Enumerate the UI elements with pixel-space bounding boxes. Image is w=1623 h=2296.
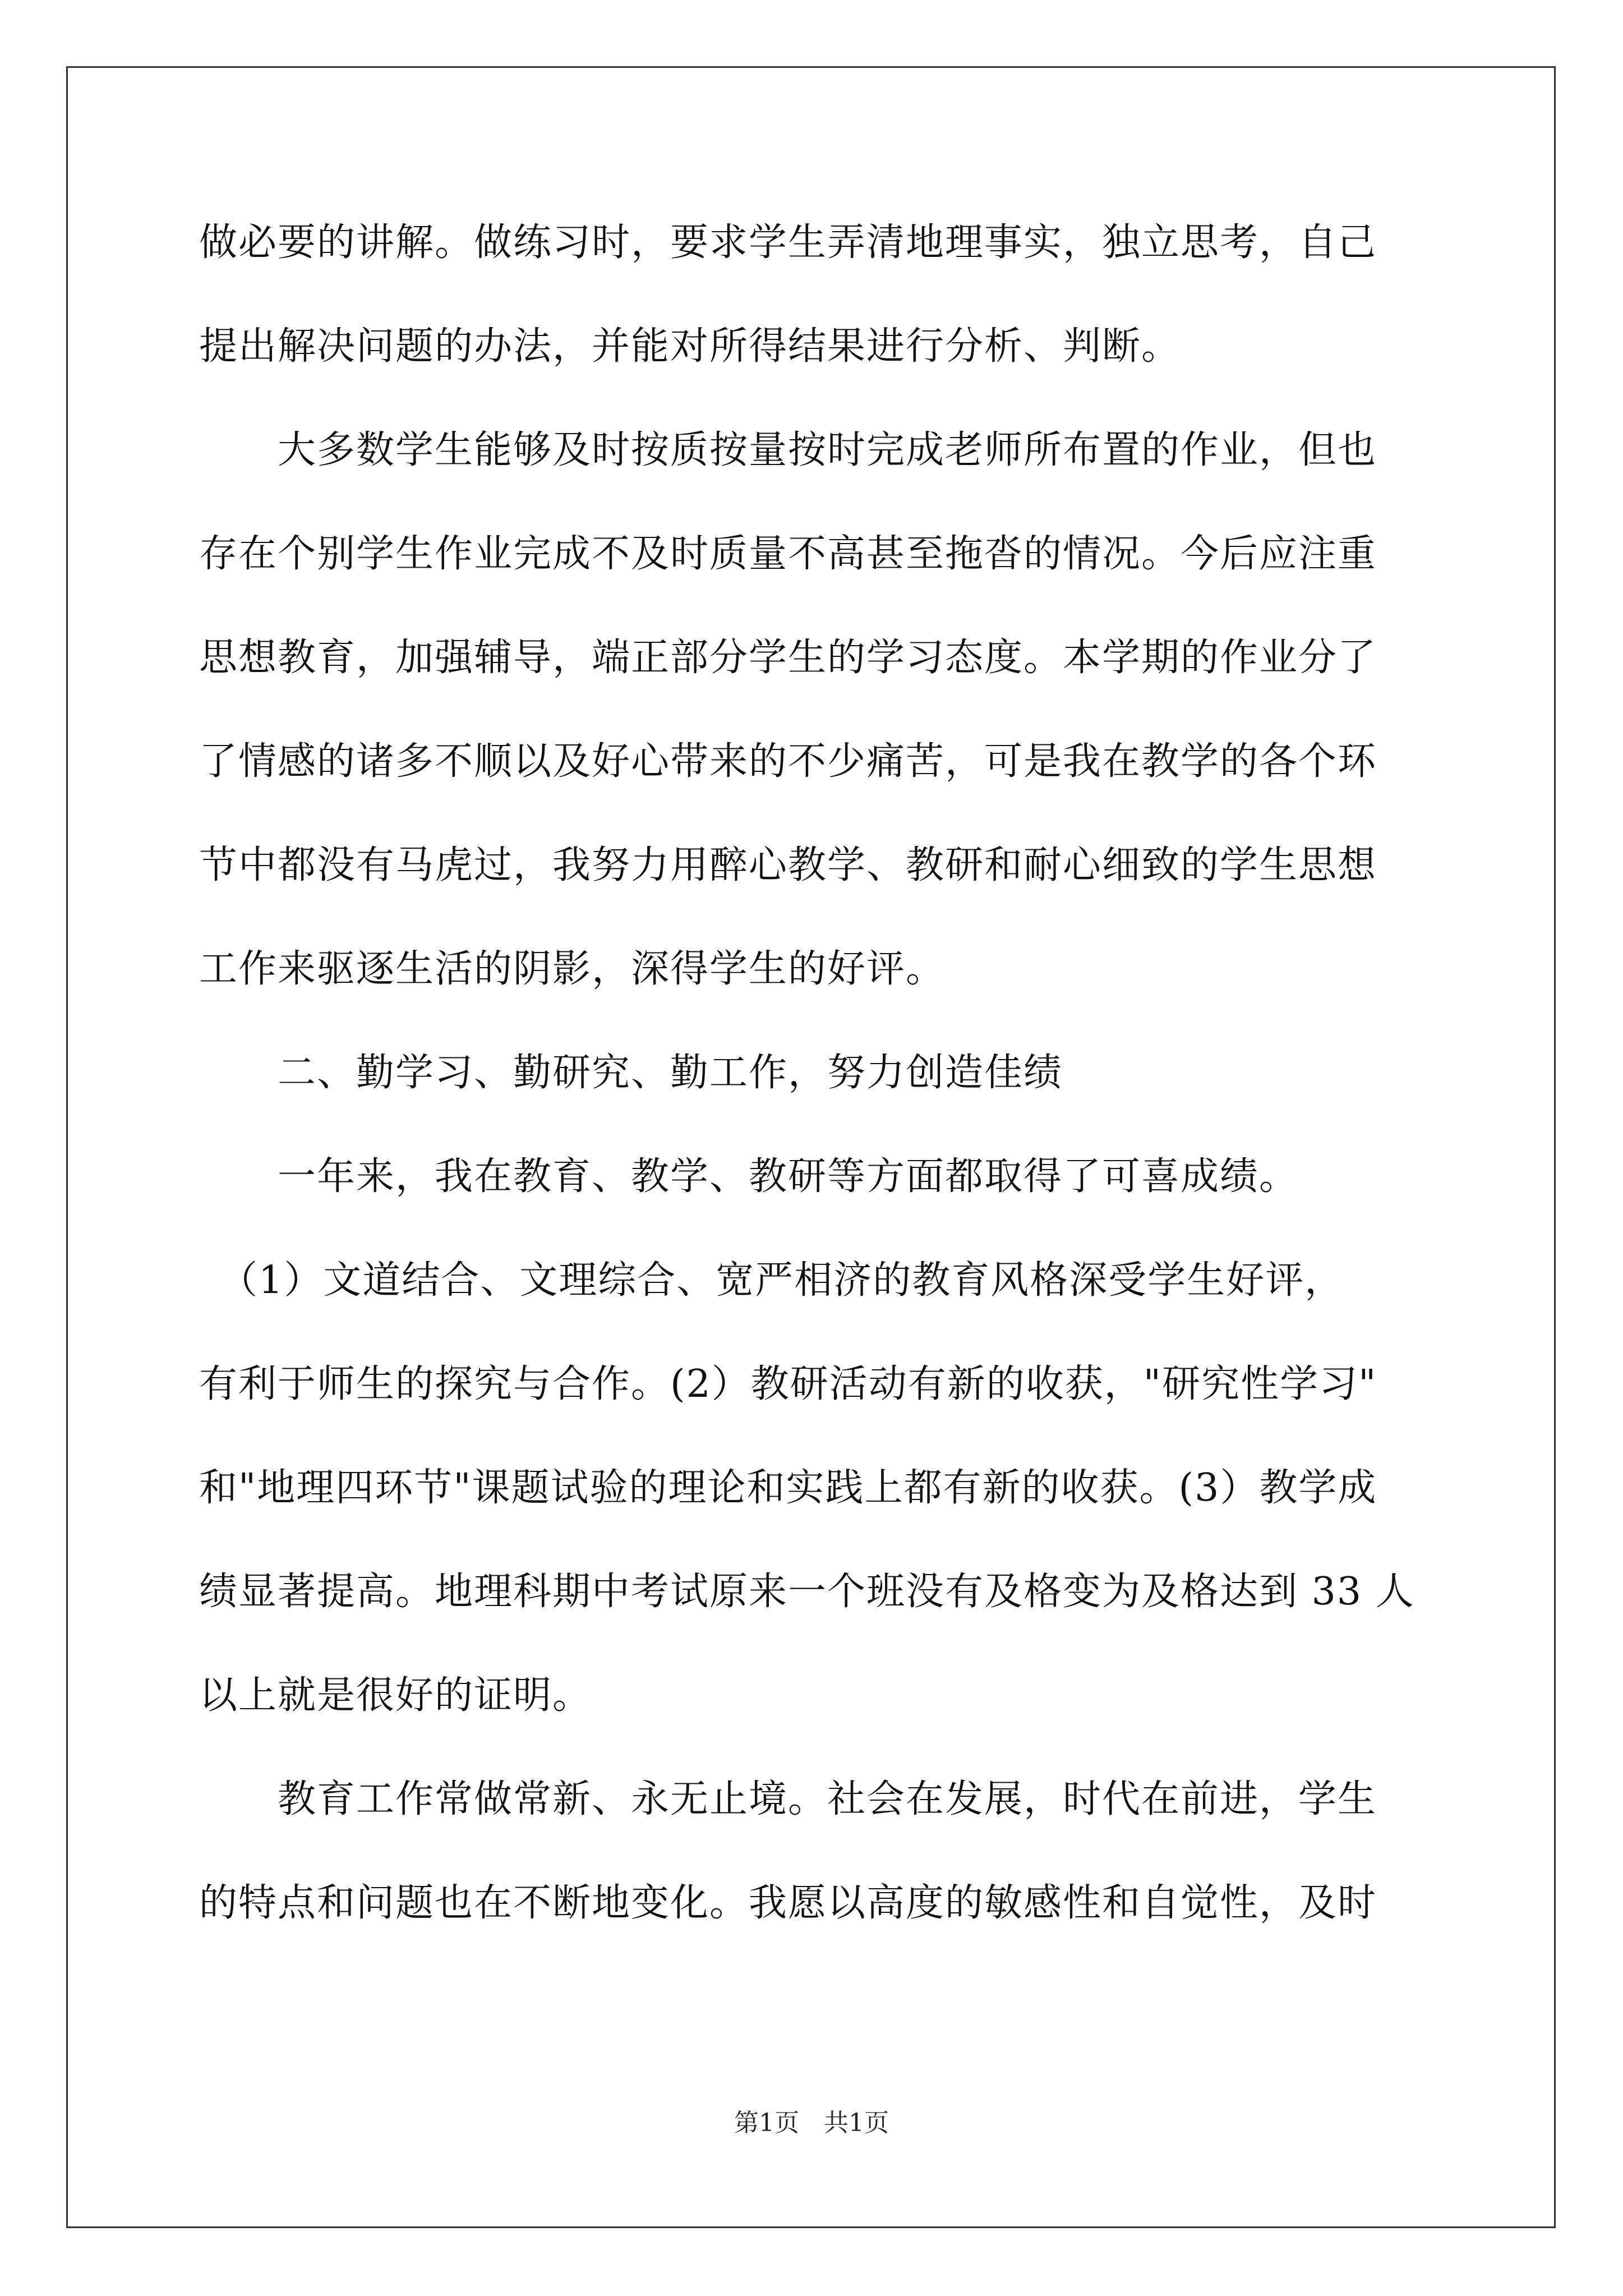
text-line: 做必要的讲解。做练习时，要求学生弄清地理事实，独立思考，自己 [199,220,1377,265]
text-line: 存在个别学生作业完成不及时质量不高甚至拖沓的情况。今后应注重 [199,532,1377,576]
text-line: 思想教育，加强辅导，端正部分学生的学习态度。本学期的作业分了 [199,636,1377,680]
page-footer: 第1页 共1页 [734,2109,889,2137]
text-line: 的特点和问题也在不断地变化。我愿以高度的敏感性和自觉性，及时 [199,1881,1377,1925]
text-line: 提出解决问题的办法，并能对所得结果进行分析、判断。 [199,324,1181,369]
text-line: 有利于师生的探究与合作。(2）教研活动有新的收获，"研究性学习" [199,1362,1377,1406]
text-line: 大多数学生能够及时按质按量按时完成老师所布置的作业，但也 [199,428,1377,472]
text-line: （1）文道结合、文理综合、宽严相济的教育风格深受学生好评， [199,1258,1344,1303]
text-line: 教育工作常做常新、永无止境。社会在发展，时代在前进，学生 [199,1777,1377,1821]
text-line: 节中都没有马虎过，我努力用醉心教学、教研和耐心细致的学生思想 [199,843,1377,887]
text-line: 一年来，我在教育、教学、教研等方面都取得了可喜成绩。 [199,1154,1299,1199]
text-line: 了情感的诸多不顺以及好心带来的不少痛苦，可是我在教学的各个环 [199,739,1377,784]
text-line: 以上就是很好的证明。 [199,1673,592,1718]
section-heading: 二、勤学习、勤研究、勤工作，努力创造佳绩 [199,1051,1063,1095]
text-line: 和"地理四环节"课题试验的理论和实践上都有新的收获。(3）教学成 [199,1466,1377,1510]
text-line: 绩显著提高。地理科期中考试原来一个班没有及格变为及格达到 33 人 [199,1570,1415,1614]
text-line: 工作来驱逐生活的阴影，深得学生的好评。 [199,947,946,991]
